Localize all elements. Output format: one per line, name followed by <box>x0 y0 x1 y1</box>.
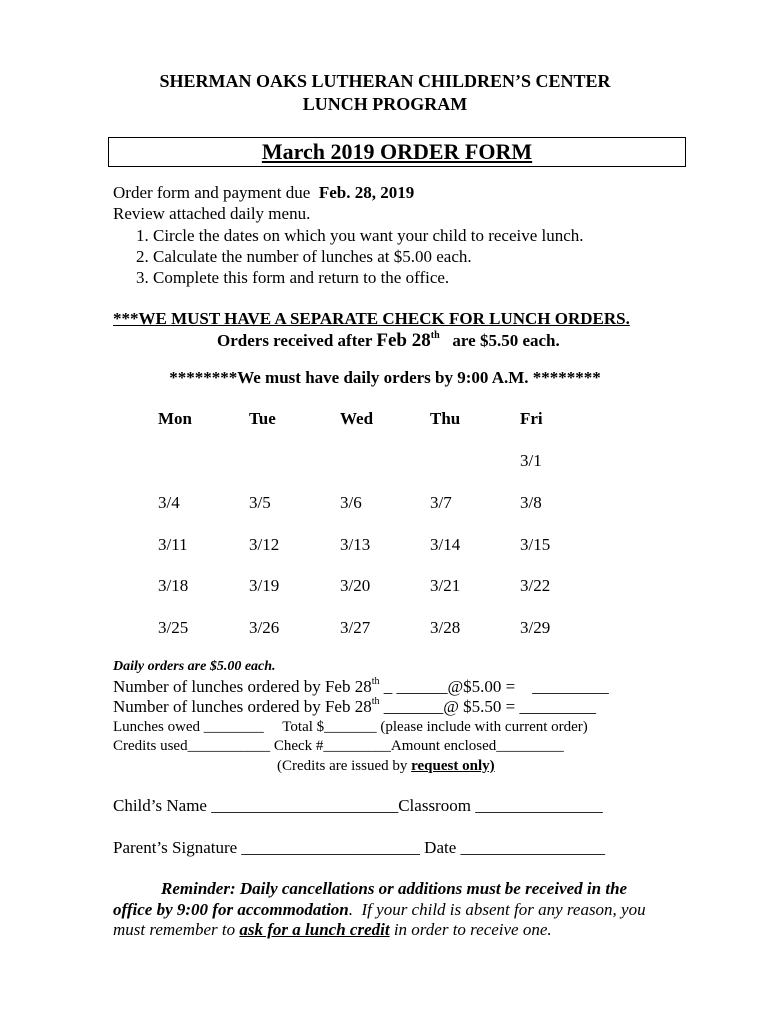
daily-price-note: Daily orders are $5.00 each. <box>113 659 276 674</box>
date-cell[interactable]: 3/15 <box>520 535 551 554</box>
title-box <box>108 137 686 167</box>
credits-note-emphasis: request only) <box>411 758 495 774</box>
date-cell[interactable]: 3/13 <box>340 535 371 554</box>
order-line-late-suffix: _______@ $5.50 = _________ <box>379 697 596 716</box>
date-cell[interactable]: 3/4 <box>158 493 180 512</box>
separate-check-notice: ***WE MUST HAVE A SEPARATE CHECK FOR LUNCH ORDERS. <box>113 309 630 328</box>
date-cell[interactable]: 3/25 <box>158 618 189 637</box>
day-header-tue: Tue <box>249 409 276 428</box>
due-prefix: Order form and payment due <box>113 183 311 202</box>
order-line-late-sup: th <box>371 696 380 707</box>
late-date: Feb 28 <box>376 330 431 351</box>
credits-used-line[interactable]: Credits used___________ Check #_________Amount enclosed_________ <box>113 738 564 754</box>
date-cell[interactable]: 3/29 <box>520 618 551 637</box>
due-line <box>113 183 414 203</box>
step-3: 3. Complete this form and return to the office. <box>136 268 450 287</box>
due-date: Feb. 28, 2019 <box>318 183 415 202</box>
reminder-line-3-start: must remember to <box>113 920 240 939</box>
date-cell[interactable]: 3/20 <box>340 576 371 595</box>
order-line-late-prefix: Number of lunches ordered by Feb 28 <box>113 697 372 716</box>
step-2: 2. Calculate the number of lunches at $5.00 each. <box>136 247 472 266</box>
credits-note <box>277 758 495 775</box>
date-cell[interactable]: 3/21 <box>430 576 461 595</box>
day-header-thu: Thu <box>430 409 461 428</box>
reminder-line-1: Reminder: Daily cancellations or additions must be received in the <box>161 879 628 898</box>
order-line-early-prefix: Number of lunches ordered by Feb 28 <box>113 677 372 696</box>
late-sup: th <box>430 330 440 341</box>
date-cell[interactable]: 3/11 <box>158 535 188 554</box>
date-cell[interactable]: 3/28 <box>430 618 461 637</box>
lunches-owed-line[interactable]: Lunches owed ________ Total $_______ (please include with current order) <box>113 719 588 735</box>
date-cell[interactable]: 3/14 <box>430 535 461 554</box>
late-prefix: Orders received after <box>217 331 377 350</box>
header-line-2: LUNCH PROGRAM <box>302 94 468 114</box>
date-cell[interactable]: 3/7 <box>430 493 452 512</box>
date-cell[interactable]: 3/6 <box>340 493 362 512</box>
parent-signature-line[interactable]: Parent’s Signature _____________________ Date _________________ <box>113 838 606 857</box>
header-line-1: SHERMAN OAKS LUTHERAN CHILDREN’S CENTER <box>159 71 611 91</box>
day-header-mon: Mon <box>158 409 192 428</box>
review-line: Review attached daily menu. <box>113 204 311 223</box>
date-cell[interactable]: 3/8 <box>520 493 542 512</box>
day-header-fri: Fri <box>520 409 543 428</box>
reminder-line-2-plain: . If your child is absent for any reason, you <box>348 900 646 919</box>
date-cell[interactable]: 3/26 <box>249 618 280 637</box>
day-header-wed: Wed <box>340 409 374 428</box>
order-line-early-suffix: _ ______@$5.00 = _________ <box>379 677 609 696</box>
child-name-line[interactable]: Child’s Name ______________________Classroom _______________ <box>113 796 603 815</box>
date-cell[interactable]: 3/19 <box>249 576 280 595</box>
date-cell[interactable]: 3/12 <box>249 535 280 554</box>
late-fee-notice <box>217 330 560 352</box>
daily-deadline-notice: ********We must have daily orders by 9:00 A.M. ******** <box>169 368 601 387</box>
order-line-late[interactable] <box>113 697 596 717</box>
page-title: March 2019 ORDER FORM <box>261 139 533 164</box>
step-1: 1. Circle the dates on which you want your child to receive lunch. <box>136 226 584 245</box>
order-line-early[interactable] <box>113 677 609 697</box>
reminder-line-2 <box>113 900 646 920</box>
date-cell[interactable]: 3/5 <box>249 493 271 512</box>
date-cell[interactable]: 3/1 <box>520 451 542 470</box>
reminder-line-3-end: in order to receive one. <box>389 920 552 939</box>
date-cell[interactable]: 3/22 <box>520 576 551 595</box>
order-line-early-sup: th <box>371 676 380 687</box>
reminder-line-3 <box>113 920 552 940</box>
reminder-line-3-emphasis: ask for a lunch credit <box>239 920 390 939</box>
reminder-line-2-bold: office by 9:00 for accommodation <box>113 900 349 919</box>
date-cell[interactable]: 3/27 <box>340 618 371 637</box>
late-suffix: are $5.50 each. <box>452 331 560 350</box>
date-cell[interactable]: 3/18 <box>158 576 189 595</box>
credits-note-prefix: (Credits are issued by <box>277 758 412 774</box>
